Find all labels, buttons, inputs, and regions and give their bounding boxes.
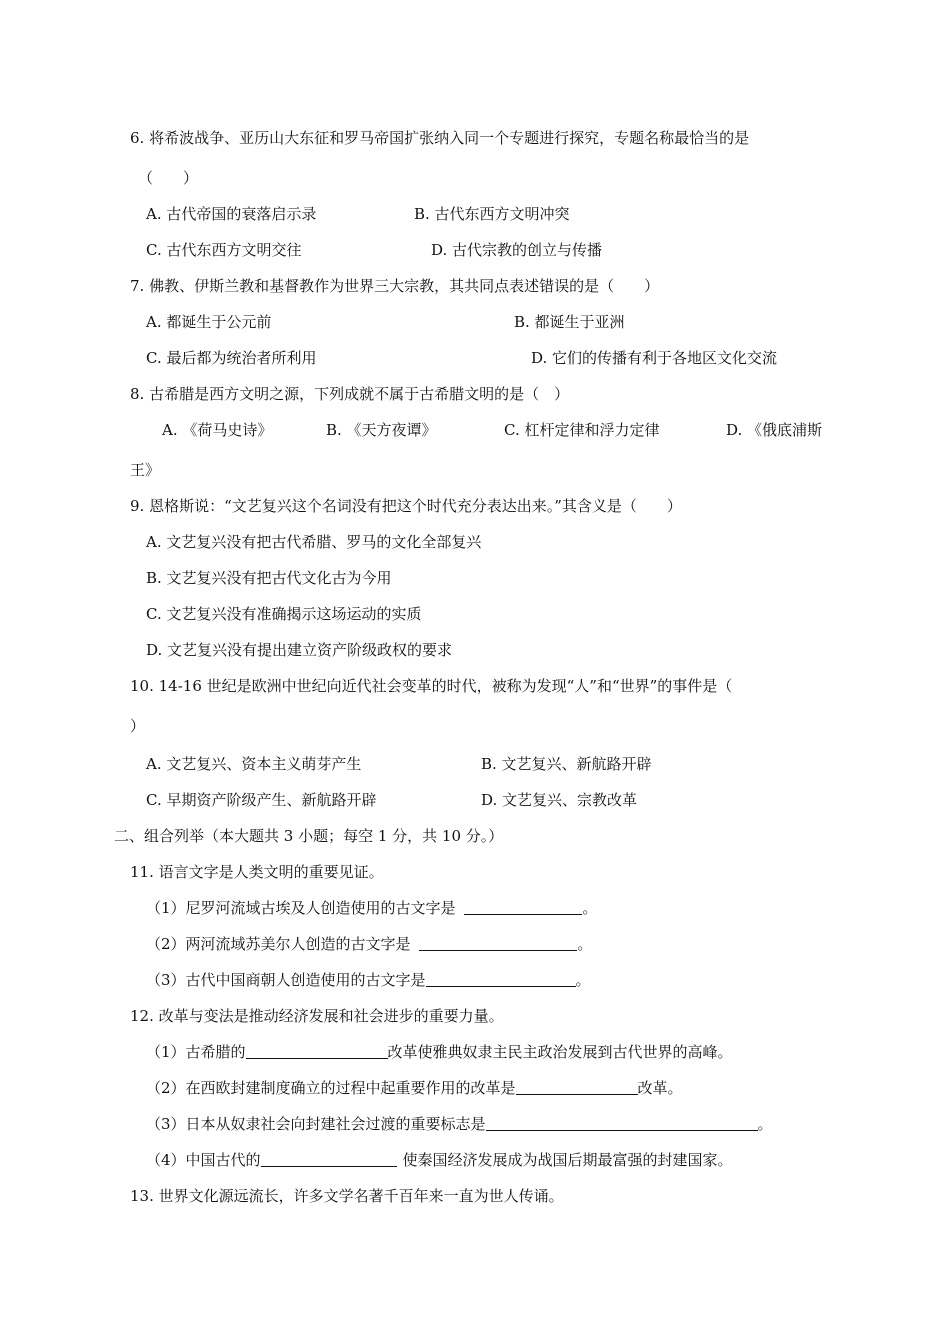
q12-stem: 12. 改革与变法是推动经济发展和社会进步的重要力量。: [130, 1007, 504, 1025]
q7-option-d: D. 它们的传播有利于各地区文化交流: [531, 349, 778, 367]
q12-part-3: [146, 1114, 773, 1134]
q9-option-a: A. 文艺复兴没有把古代希腊、罗马的文化全部复兴: [146, 533, 482, 551]
q9-option-d: D. 文艺复兴没有提出建立资产阶级政权的要求: [146, 641, 453, 659]
q7-option-c: C. 最后都为统治者所利用: [146, 349, 317, 367]
q12-blank-2[interactable]: [516, 1079, 638, 1095]
q12-part-1-text: （1）古希腊的: [146, 1043, 246, 1061]
q12-part-4-text-end: 使秦国经济发展成为战国后期最富强的封建国家。: [402, 1151, 733, 1169]
section-heading: 二、组合列举（本大题共 3 小题；每空 1 分，共 10 分。）: [114, 827, 504, 845]
q13-stem: 13. 世界文化源远流长，许多文学名著千百年来一直为世人传诵。: [130, 1187, 564, 1205]
q11-stem: 11. 语言文字是人类文明的重要见证。: [130, 863, 384, 881]
q8-option-d-continued: 王》: [130, 461, 161, 479]
q11-part-3-text: （3）古代中国商朝人创造使用的古文字是: [146, 971, 426, 989]
q7-option-a: A. 都诞生于公元前: [146, 313, 272, 331]
q12-part-3-text: （3）日本从奴隶社会向封建社会过渡的重要标志是: [146, 1115, 486, 1133]
q11-blank-2[interactable]: [419, 935, 577, 951]
q11-part-3: [146, 970, 591, 990]
q11-part-1-text: （1）尼罗河流域古埃及人创造使用的古文字是: [146, 899, 456, 917]
q12-part-4-text: （4）中国古代的: [146, 1151, 261, 1169]
q11-part-2-text: （2）两河流域苏美尔人创造的古文字是: [146, 935, 411, 953]
q11-part-2: [146, 934, 592, 954]
q12-blank-4[interactable]: [261, 1151, 397, 1167]
q6-option-d: D. 古代宗教的创立与传播: [431, 241, 603, 259]
q7-option-b: B. 都诞生于亚洲: [514, 313, 625, 331]
q6-option-b: B. 古代东西方文明冲突: [414, 205, 570, 223]
q8-stem: 8. 古希腊是西方文明之源，下列成就不属于古希腊文明的是（ ）: [130, 385, 570, 403]
q10-option-d: D. 文艺复兴、宗教改革: [481, 791, 638, 809]
q8-option-b: B. 《天方夜谭》: [326, 421, 437, 439]
q10-option-c: C. 早期资产阶级产生、新航路开辟: [146, 791, 377, 809]
q10-stem: 10. 14-16 世纪是欧洲中世纪向近代社会变革的时代，被称为发现“人”和“世界”的事件是（: [130, 677, 733, 695]
q12-part-1-text-end: 改革使雅典奴隶主民主政治发展到古代世界的高峰。: [387, 1043, 733, 1061]
q8-option-c: C. 杠杆定律和浮力定律: [504, 421, 660, 439]
q6-answer-paren: （ ）: [138, 169, 199, 187]
q6-option-a: A. 古代帝国的衰落启示录: [146, 205, 317, 223]
q9-option-c: C. 文艺复兴没有准确揭示这场运动的实质: [146, 605, 422, 623]
q11-part-1: [146, 898, 597, 918]
q11-blank-1[interactable]: [464, 899, 582, 915]
q9-stem: 9. 恩格斯说：“文艺复兴这个名词没有把这个时代充分表达出来。”其含义是（ ）: [130, 497, 682, 515]
q12-blank-3[interactable]: [486, 1115, 758, 1131]
q12-part-4: [146, 1150, 733, 1170]
q7-stem: 7. 佛教、伊斯兰教和基督教作为世界三大宗教，其共同点表述错误的是（ ）: [130, 277, 660, 295]
period: 。: [582, 899, 598, 917]
q12-part-1: [146, 1042, 733, 1062]
q12-part-2-text: （2）在西欧封建制度确立的过程中起重要作用的改革是: [146, 1079, 516, 1097]
q12-part-2: [146, 1078, 683, 1098]
q11-blank-3[interactable]: [426, 971, 576, 987]
q12-blank-1[interactable]: [246, 1043, 388, 1059]
q9-option-b: B. 文艺复兴没有把古代文化古为今用: [146, 569, 392, 587]
q10-option-b: B. 文艺复兴、新航路开辟: [481, 755, 652, 773]
q10-option-a: A. 文艺复兴、资本主义萌芽产生: [146, 755, 362, 773]
period: 。: [757, 1115, 773, 1133]
q6-option-c: C. 古代东西方文明交往: [146, 241, 302, 259]
q8-option-a: A. 《荷马史诗》: [162, 421, 273, 439]
period: 。: [577, 935, 593, 953]
period: 。: [575, 971, 591, 989]
q12-part-2-text-end: 改革。: [637, 1079, 683, 1097]
q6-stem: 6. 将希波战争、亚历山大东征和罗马帝国扩张纳入同一个专题进行探究，专题名称最恰当的是: [130, 129, 750, 147]
q10-answer-paren: ）: [130, 717, 146, 735]
q8-option-d: D. 《俄底浦斯: [726, 421, 823, 439]
